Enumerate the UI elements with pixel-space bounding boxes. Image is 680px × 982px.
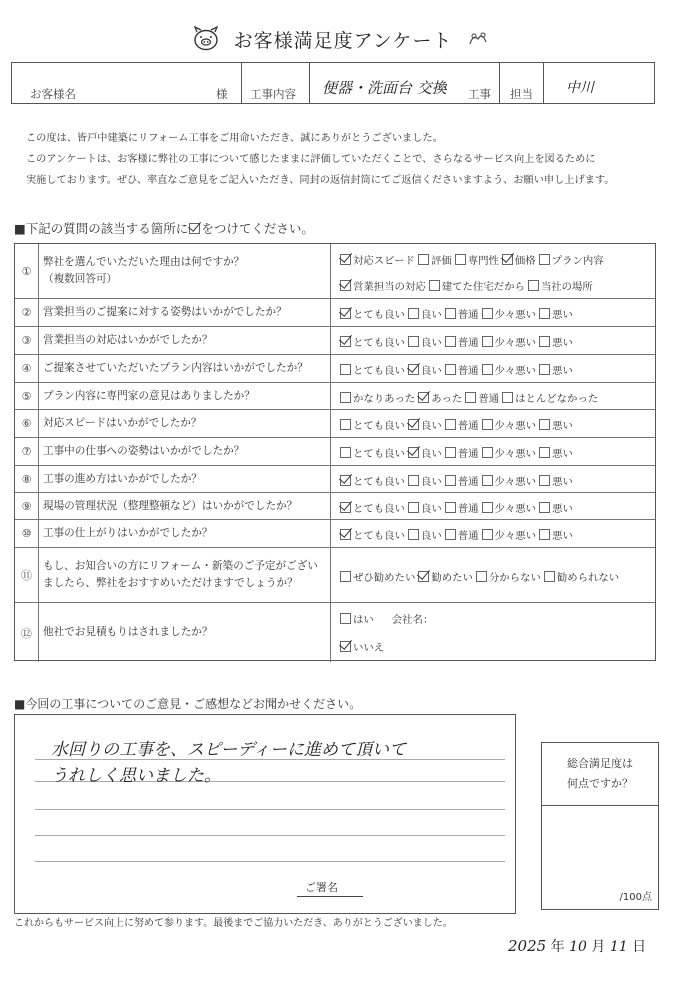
date-nichi: 日 xyxy=(632,939,647,955)
question-text-line: 営業担当のご提案に対する姿勢はいかがでしたか？ xyxy=(43,306,287,318)
survey-title-text: お客様満足度アンケート xyxy=(233,30,453,52)
question-text xyxy=(41,603,331,662)
question-row xyxy=(15,603,655,662)
answer-line xyxy=(339,390,600,405)
checkbox-icon[interactable] xyxy=(539,364,550,375)
answer-option[interactable] xyxy=(481,445,537,460)
comment-rule-line xyxy=(35,861,505,862)
checkbox-icon[interactable] xyxy=(340,447,351,458)
answer-option[interactable] xyxy=(538,306,573,321)
checkbox-icon[interactable] xyxy=(340,419,351,430)
question-text xyxy=(41,299,331,326)
score-question-2: 何点ですか？ xyxy=(567,777,633,790)
answer-option[interactable] xyxy=(444,417,479,432)
checkbox-icon[interactable] xyxy=(539,447,550,458)
answer-option-label: 少々悪い xyxy=(494,337,537,349)
answer-option[interactable] xyxy=(464,390,499,405)
customer-name-label: お客様名 xyxy=(30,87,76,101)
answer-option[interactable] xyxy=(538,334,573,349)
answer-option-label: あった xyxy=(431,392,463,405)
answer-option-label: 良い xyxy=(420,530,442,542)
answer-option-label: 分からない xyxy=(488,571,541,584)
answer-option[interactable] xyxy=(444,473,479,488)
question-text-line: 対応スピードはいかがでしたか？ xyxy=(43,417,202,429)
checkbox-icon[interactable] xyxy=(539,529,550,540)
question-row xyxy=(15,327,655,355)
date-month: 10 xyxy=(569,939,587,955)
answer-option[interactable] xyxy=(339,334,405,349)
work-label-cell xyxy=(242,63,310,103)
answer-options xyxy=(333,493,655,519)
answer-option[interactable] xyxy=(538,252,604,267)
question-text xyxy=(41,410,331,437)
question-text-line: 営業担当の対応はいかがでしたか？ xyxy=(43,334,213,346)
answer-options xyxy=(333,327,655,354)
answer-option-label: かなりあった xyxy=(353,392,416,405)
work-value-cell xyxy=(310,63,500,103)
answer-option[interactable] xyxy=(339,252,415,267)
answer-options xyxy=(333,548,655,602)
question-number: ① xyxy=(15,244,39,298)
answer-option-label: はとんどなかった xyxy=(515,392,599,405)
answer-option[interactable] xyxy=(417,252,452,267)
checkbox-icon[interactable] xyxy=(340,364,351,375)
checkbox-icon[interactable] xyxy=(465,392,476,403)
answer-option-label: 少々悪い xyxy=(494,365,537,377)
answer-line xyxy=(339,569,621,584)
checkbox-icon[interactable] xyxy=(340,571,351,582)
answer-line xyxy=(339,527,575,542)
question-text xyxy=(41,520,331,547)
work-content-value: 便器・洗面台 交換 xyxy=(322,79,447,97)
question-text-line: 現場の管理状況（整理整頓など）はいかがでしたか？ xyxy=(43,499,298,512)
question-text xyxy=(41,244,331,298)
survey-date xyxy=(508,936,646,956)
checked-box-icon[interactable] xyxy=(408,364,419,375)
answer-option-label: 悪い xyxy=(552,530,573,542)
checkbox-icon[interactable] xyxy=(455,254,466,265)
answer-option[interactable] xyxy=(454,252,499,267)
answer-line xyxy=(339,417,575,432)
answer-option[interactable] xyxy=(417,569,473,584)
answer-option-label: 少々悪い xyxy=(494,502,537,515)
answer-option[interactable] xyxy=(444,362,479,377)
checkbox-icon[interactable] xyxy=(429,280,440,291)
answer-option[interactable] xyxy=(444,527,479,542)
answer-option[interactable] xyxy=(501,252,536,267)
comment-text-line-1: 水回りの工事を、スピーディーに進めて頂いて xyxy=(51,740,406,760)
answer-option-label: ぜひ勧めたい xyxy=(353,571,416,584)
answer-option-label: 良い xyxy=(420,475,442,488)
answer-options xyxy=(333,299,655,326)
question-text-line: （複数回答可） xyxy=(43,273,118,285)
answer-option-label: 良い xyxy=(420,448,442,460)
checked-box-icon[interactable] xyxy=(340,280,351,291)
answer-line xyxy=(339,278,595,293)
score-unit: /100点 xyxy=(619,892,652,903)
answer-option-label: とても良い xyxy=(353,448,405,460)
checkbox-icon[interactable] xyxy=(445,529,456,540)
answer-option[interactable] xyxy=(543,569,619,584)
intro-line-3: 実施しております。ぜひ、率直なご意見をご記入いただき、同封の返信封筒にてご返信くださいますよう、お願い申し上げます。 xyxy=(26,175,615,186)
checkbox-icon[interactable] xyxy=(445,475,456,486)
answer-option-label: 良い xyxy=(420,309,442,321)
answer-option[interactable] xyxy=(538,362,573,377)
score-question-1: 総合満足度は xyxy=(567,757,633,770)
answer-line xyxy=(339,362,575,377)
checked-box-icon[interactable] xyxy=(340,529,351,540)
question-text xyxy=(41,493,331,519)
checkbox-icon[interactable] xyxy=(539,308,550,319)
question-row xyxy=(15,299,655,327)
answer-option-label: 対応スピード xyxy=(353,255,415,267)
question-text-line: ご提案させていただいたプラン内容はいかがでしたか？ xyxy=(43,362,308,374)
question-text-line: 他社でお見積もりはされましたか？ xyxy=(43,626,213,638)
answer-option[interactable] xyxy=(407,334,442,349)
answer-option-label: 普通 xyxy=(457,420,479,432)
answer-option[interactable] xyxy=(444,445,479,460)
staff-label: 担当 xyxy=(510,87,533,101)
answer-option-label: 悪い xyxy=(552,448,573,460)
answer-option[interactable] xyxy=(407,362,442,377)
checkbox-icon[interactable] xyxy=(539,502,550,513)
answer-line xyxy=(339,445,575,460)
answer-option-label: 悪い xyxy=(552,420,573,432)
date-year: 2025 xyxy=(508,937,547,955)
answer-option-label: とても良い xyxy=(353,475,405,488)
answer-line xyxy=(339,611,435,626)
answer-option-label: 悪い xyxy=(552,502,573,515)
checkbox-icon[interactable] xyxy=(408,529,419,540)
checkmark-icon xyxy=(189,223,200,234)
checkbox-icon[interactable] xyxy=(528,280,539,291)
checkbox-icon[interactable] xyxy=(482,419,493,430)
checkbox-icon[interactable] xyxy=(482,502,493,513)
answer-option-label: 少々悪い xyxy=(494,530,537,542)
comments-box xyxy=(14,714,516,914)
checked-box-icon[interactable] xyxy=(502,254,513,265)
question-number: ⑩ xyxy=(15,520,39,547)
answer-option-label: 少々悪い xyxy=(494,475,537,488)
question-text xyxy=(41,355,331,382)
date-day: 11 xyxy=(609,939,628,955)
answer-option-label: いいえ xyxy=(353,641,385,654)
answer-option[interactable] xyxy=(339,278,426,293)
answer-option-label: 普通 xyxy=(457,337,479,349)
intro-line-1: この度は、皆戸中建築にリフォーム工事をご用命いただき、誠にありがとうございました。 xyxy=(26,133,443,144)
answer-line xyxy=(339,639,386,654)
answer-option[interactable] xyxy=(481,417,537,432)
question-row xyxy=(15,355,655,383)
question-number: ⑦ xyxy=(15,438,39,465)
answer-option-label: 悪い xyxy=(552,337,573,349)
date-nen: 年 xyxy=(550,939,565,955)
answer-option[interactable] xyxy=(339,473,405,488)
answer-option-label: 悪い xyxy=(552,475,573,488)
date-tsuki: 月 xyxy=(591,939,606,955)
answer-option-label: 普通 xyxy=(457,475,479,488)
answer-option-label: 良い xyxy=(420,502,442,515)
question-text-line: 弊社を選んでいただいた理由は何ですか？ xyxy=(43,256,245,268)
answer-option[interactable] xyxy=(444,500,479,515)
question-text-line: 工事の仕上がりはいかがでしたか？ xyxy=(43,527,213,539)
answer-option[interactable] xyxy=(481,334,537,349)
checkbox-icon[interactable] xyxy=(408,336,419,347)
answer-option[interactable] xyxy=(407,527,442,542)
answer-option[interactable] xyxy=(481,306,537,321)
answer-options xyxy=(333,603,655,662)
question-number: ⑤ xyxy=(15,383,39,409)
comment-rule-line xyxy=(35,809,505,810)
question-number: ⑥ xyxy=(15,410,39,437)
checked-box-icon[interactable] xyxy=(340,475,351,486)
checkbox-icon[interactable] xyxy=(482,364,493,375)
question-text xyxy=(41,327,331,354)
answer-option-label: 良い xyxy=(420,337,442,349)
answer-line xyxy=(339,306,575,321)
question-text-line: 工事中の仕事への姿勢はいかがでしたか？ xyxy=(43,445,245,457)
answer-option[interactable] xyxy=(407,473,442,488)
checkbox-icon[interactable] xyxy=(445,364,456,375)
checkbox-icon[interactable] xyxy=(408,502,419,513)
work-content-label: 工事内容 xyxy=(250,87,296,101)
checkbox-icon[interactable] xyxy=(544,571,555,582)
answer-option-label: はい xyxy=(353,614,374,626)
answer-option[interactable] xyxy=(339,390,415,405)
answer-options xyxy=(333,410,655,437)
answer-option-label: 普通 xyxy=(457,530,479,542)
answer-option[interactable] xyxy=(481,500,537,515)
answer-option[interactable] xyxy=(407,306,442,321)
answer-option-label: 少々悪い xyxy=(494,420,537,432)
answer-option-label: 普通 xyxy=(478,392,500,405)
intro-line-2: このアンケートは、お客様に弊社の工事について感じたままに評価していただくことで、さらなるサービス向上を図るために xyxy=(26,154,596,165)
checked-box-icon[interactable] xyxy=(408,419,419,430)
answer-option[interactable] xyxy=(481,527,537,542)
checkbox-icon[interactable] xyxy=(445,308,456,319)
answer-option-label: 普通 xyxy=(457,502,479,515)
sama-label: 様 xyxy=(216,87,228,101)
answer-option-label: 良い xyxy=(420,420,442,432)
question-number: ⑪ xyxy=(15,548,39,602)
answer-options xyxy=(333,520,655,547)
question-number: ④ xyxy=(15,355,39,382)
answer-option-label: プラン内容 xyxy=(551,255,604,267)
answer-option[interactable] xyxy=(339,569,415,584)
answer-option-label: 営業担当の対応 xyxy=(353,280,426,293)
answer-option[interactable] xyxy=(339,306,405,321)
checked-box-icon[interactable] xyxy=(340,308,351,319)
answer-line xyxy=(339,473,575,488)
answer-option-label: 少々悪い xyxy=(494,448,537,460)
answer-option-label: 評価 xyxy=(430,255,452,267)
checkbox-icon[interactable] xyxy=(539,336,550,347)
question-text xyxy=(41,548,331,602)
customer-info-table xyxy=(11,62,655,104)
answer-option-label: 普通 xyxy=(457,448,479,460)
question-text-line: もし、お知合いの方にリフォーム・新築のご予定がござい xyxy=(43,560,318,572)
answer-option-label: とても良い xyxy=(353,420,405,432)
question-text-line: プラン内容に専門家の意見はありましたか？ xyxy=(43,389,255,402)
question-number: ⑫ xyxy=(15,603,39,662)
decoration-icon xyxy=(467,30,489,53)
checked-box-icon[interactable] xyxy=(340,502,351,513)
answer-option[interactable] xyxy=(428,278,525,293)
survey-title xyxy=(0,26,680,57)
answer-option[interactable] xyxy=(444,306,479,321)
answer-option-label: 少々悪い xyxy=(494,309,537,321)
answer-option[interactable] xyxy=(339,500,405,515)
koji-label: 工事 xyxy=(468,87,491,101)
answer-option-label: 悪い xyxy=(552,309,573,321)
question-text xyxy=(41,383,331,409)
checkbox-icon[interactable] xyxy=(539,475,550,486)
total-score-box xyxy=(541,742,659,910)
answer-line xyxy=(339,334,575,349)
company-name-label: 会社名： xyxy=(391,614,434,626)
answer-option[interactable] xyxy=(339,362,405,377)
answer-option[interactable] xyxy=(538,445,573,460)
pig-logo-icon xyxy=(191,26,221,57)
question-number: ② xyxy=(15,299,39,326)
question-text xyxy=(41,466,331,492)
staff-value: 中川 xyxy=(566,80,594,96)
answer-option-label: とても良い xyxy=(353,337,405,349)
question-row xyxy=(15,548,655,603)
question-text xyxy=(41,438,331,465)
answer-option[interactable] xyxy=(407,417,442,432)
checked-box-icon[interactable] xyxy=(340,641,351,652)
checkbox-icon[interactable] xyxy=(340,392,351,403)
question-number: ③ xyxy=(15,327,39,354)
customer-name-cell xyxy=(12,63,242,103)
answer-option-label: 当社の場所 xyxy=(540,280,593,293)
answer-option[interactable] xyxy=(339,417,405,432)
answer-option[interactable] xyxy=(538,473,573,488)
checkbox-icon[interactable] xyxy=(502,392,513,403)
checked-box-icon[interactable] xyxy=(418,392,429,403)
answer-option-label: とても良い xyxy=(353,530,405,542)
checked-box-icon[interactable] xyxy=(408,447,419,458)
question-row xyxy=(15,410,655,438)
checkbox-icon[interactable] xyxy=(539,254,550,265)
answer-options xyxy=(333,383,655,409)
checkbox-icon[interactable] xyxy=(445,502,456,513)
answer-option[interactable] xyxy=(417,390,462,405)
comment-text-line-2: うれしく思いました。 xyxy=(51,766,221,786)
checked-box-icon[interactable] xyxy=(340,336,351,347)
signature-line xyxy=(297,896,363,897)
checkbox-icon[interactable] xyxy=(445,336,456,347)
answer-option[interactable] xyxy=(475,569,541,584)
answer-option-label: とても良い xyxy=(353,502,405,515)
checked-box-icon[interactable] xyxy=(340,254,351,265)
checked-box-icon[interactable] xyxy=(418,571,429,582)
checkbox-icon[interactable] xyxy=(408,475,419,486)
staff-value-cell xyxy=(544,63,654,103)
answer-option[interactable] xyxy=(407,445,442,460)
checkbox-icon[interactable] xyxy=(340,613,351,624)
answer-option-label: 普通 xyxy=(457,309,479,321)
answer-option[interactable] xyxy=(481,473,537,488)
answer-line xyxy=(339,252,606,267)
question-text-line: 工事の進め方はいかがでしたか？ xyxy=(43,472,202,485)
answer-option-label: 良い xyxy=(420,365,442,377)
question-number: ⑨ xyxy=(15,493,39,519)
answer-options xyxy=(333,355,655,382)
checkbox-icon[interactable] xyxy=(482,475,493,486)
question-row xyxy=(15,244,655,299)
checkbox-icon[interactable] xyxy=(445,419,456,430)
checkbox-icon[interactable] xyxy=(482,308,493,319)
comment-rule-line xyxy=(35,835,505,836)
answer-option[interactable] xyxy=(538,527,573,542)
answer-option[interactable] xyxy=(481,362,537,377)
answer-options xyxy=(333,438,655,465)
checkbox-icon[interactable] xyxy=(482,447,493,458)
answer-option[interactable] xyxy=(407,500,442,515)
score-divider xyxy=(542,805,658,806)
answer-option[interactable] xyxy=(538,417,573,432)
answer-option-label: 悪い xyxy=(552,365,573,377)
answer-option[interactable] xyxy=(339,639,384,654)
checkbox-icon[interactable] xyxy=(482,529,493,540)
question-row xyxy=(15,466,655,493)
instructions xyxy=(14,219,314,237)
answer-option-label: 勧めたい xyxy=(431,571,473,584)
questions-table xyxy=(14,243,656,661)
answer-option-label: 建てた住宅だから xyxy=(441,280,525,293)
checkbox-icon[interactable] xyxy=(476,571,487,582)
instructions-prefix: ■下記の質問の該当する箇所に xyxy=(14,221,189,236)
answer-option-label: 価格 xyxy=(514,255,536,267)
comments-heading: ■今回の工事についてのご意見・ご感想などお聞かせください。 xyxy=(14,697,362,711)
footer-message: これからもサービス向上に努めて参ります。最後までご協力いただき、ありがとうございました。 xyxy=(14,918,453,929)
answer-line xyxy=(339,500,575,515)
checkbox-icon[interactable] xyxy=(408,308,419,319)
answer-option-label: 専門性 xyxy=(467,255,499,267)
checkbox-icon[interactable] xyxy=(482,336,493,347)
answer-option[interactable] xyxy=(339,527,405,542)
answer-option-label: とても良い xyxy=(353,309,405,321)
instructions-suffix: をつけてください。 xyxy=(201,221,314,236)
answer-option[interactable] xyxy=(501,390,598,405)
checkbox-icon[interactable] xyxy=(539,419,550,430)
question-row xyxy=(15,438,655,466)
question-number: ⑧ xyxy=(15,466,39,492)
answer-option-label: 普通 xyxy=(457,365,479,377)
staff-label-cell xyxy=(500,63,544,103)
answer-option-label: 勧められない xyxy=(556,571,620,584)
signature-label: ご署名 xyxy=(305,881,338,894)
question-row xyxy=(15,383,655,410)
checkbox-icon[interactable] xyxy=(418,254,429,265)
checkbox-icon[interactable] xyxy=(445,447,456,458)
answer-options xyxy=(333,466,655,492)
answer-option[interactable] xyxy=(444,334,479,349)
answer-options xyxy=(333,244,655,298)
answer-option[interactable] xyxy=(339,445,405,460)
answer-option[interactable] xyxy=(538,500,573,515)
answer-option[interactable] xyxy=(339,611,433,626)
answer-option-label: とても良い xyxy=(353,365,405,377)
answer-option[interactable] xyxy=(527,278,593,293)
question-row xyxy=(15,493,655,520)
question-text-line: ましたら、弊社をおすすめいただけますでしょうか？ xyxy=(43,577,298,589)
question-row xyxy=(15,520,655,548)
